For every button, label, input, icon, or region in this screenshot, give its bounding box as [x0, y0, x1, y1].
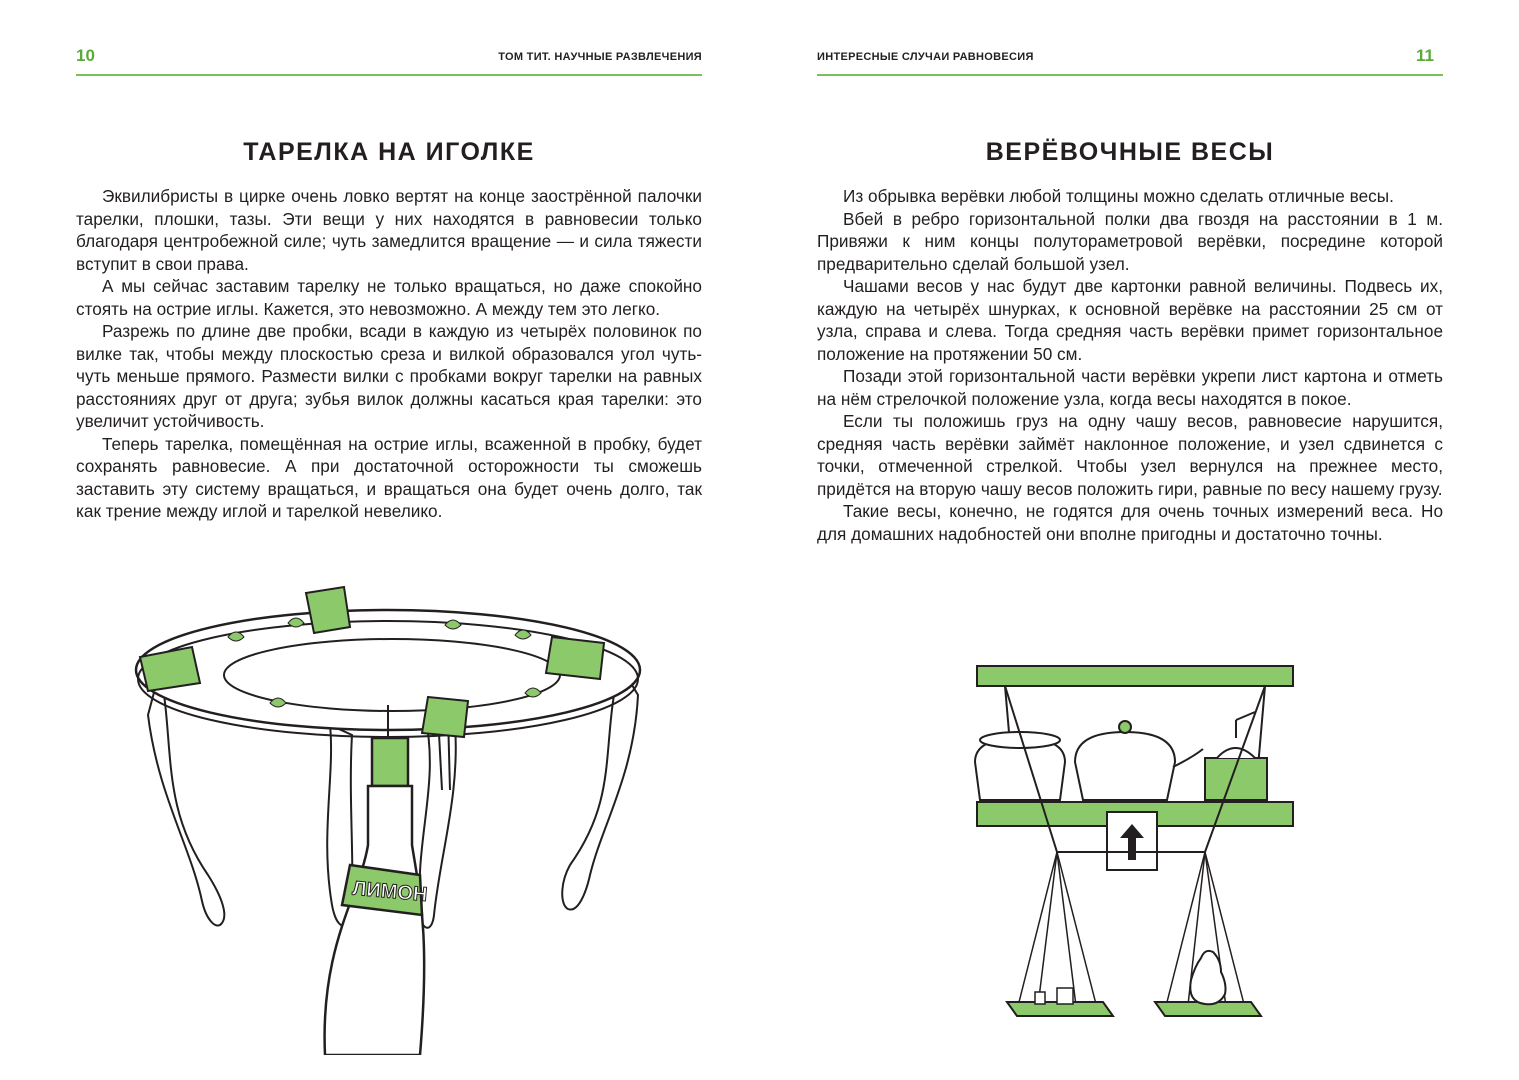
header-rule	[76, 74, 702, 76]
paragraph: Теперь тарелка, помещённая на острие иглы, всаженной в пробку, будет сохранять равновесие. А при достаточной осторожности ты сможешь заставить эту систему вращаться, и вращаться она будет очень долго, так как трение между иглой и тарелкой невелико.	[76, 433, 702, 521]
paragraph: Эквилибристы в цирке очень ловко вертят на конце заострённой палочки тарелки, плошки, тазы. Эти вещи у них находятся в равновесии только благодаря центробежной силе; чуть замедлится вращение — и сила тяжести вступит в свои права.	[76, 186, 702, 274]
rope-scale-illustration	[965, 662, 1305, 1062]
top-shelf	[977, 666, 1293, 686]
page-number: 10	[76, 46, 95, 65]
teapot-icon	[1075, 721, 1203, 800]
article-body	[817, 185, 1443, 545]
paragraph: Разрежь по длине две пробки, всади в каждую из четырёх половинок по вилке так, чтобы между плоскостью среза и вилкой образовался угол чуть-чуть меньше прямого. Размести вилки с пробками вокруг тарелки на равных расстояниях друг от друга; зубья вилок должны касаться края тарелки: это увеличит устойчивость.	[76, 321, 702, 431]
article-body	[76, 185, 702, 523]
paragraph: Если ты положишь груз на одну чашу весов, равновесие нарушится, средняя часть верёвки займёт наклонное положение, и узел сдвинется с точки, отмеченной стрелкой. Чтобы узел вернулся на прежнее место, придётся на вторую чашу весов положить гири, равные по весу нашему грузу.	[817, 411, 1443, 499]
page-title: ВЕРЁВОЧНЫЕ ВЕСЫ	[985, 138, 1275, 166]
page-number: 11	[1416, 46, 1434, 65]
paragraph: А мы сейчас заставим тарелку не только вращаться, но даже спокойно стоять на острие иглы. Кажется, это невозможно. А между тем это легко.	[76, 276, 702, 319]
header-rule	[817, 74, 1443, 76]
plate-on-needle-illustration	[120, 575, 680, 1055]
paragraph: Такие весы, конечно, не годятся для очень точных измерений веса. Но для домашних надобностей они вполне пригодны и достаточно точны.	[817, 501, 1443, 544]
running-header: ИНТЕРЕСНЫЕ СЛУЧАИ РАВНОВЕСИЯ	[817, 51, 1034, 63]
paragraph: Чашами весов у нас будут две картонки равной величины. Подвесь их, каждую на четырёх шнурках, к основной верёвке на расстоянии 25 см от узла, справа и слева. Тогда средняя часть верёвки примет горизонтальное положение на протяжении 50 см.	[817, 276, 1443, 364]
page-title: ТАРЕЛКА НА ИГОЛКЕ	[243, 138, 535, 166]
paragraph: Вбей в ребро горизонтальной полки два гвоздя на расстоянии в 1 м. Привяжи к ним концы полутораметровой верёвки, посредине которой предварительно сделай большой узел.	[817, 208, 1443, 274]
coffee-grinder-icon	[1205, 712, 1267, 800]
running-header: ТОМ ТИТ. НАУЧНЫЕ РАЗВЛЕЧЕНИЯ	[498, 51, 702, 63]
bottle-label: ЛИМОН	[351, 877, 429, 907]
right-page	[760, 0, 1519, 1080]
paragraph: Из обрывка верёвки любой толщины можно сделать отличные весы.	[843, 186, 1394, 206]
paragraph: Позади этой горизонтальной части верёвки укрепи лист картона и отметь на нём стрелочкой положение узла, когда весы находятся в покое.	[817, 366, 1443, 409]
pot-icon	[975, 732, 1065, 800]
